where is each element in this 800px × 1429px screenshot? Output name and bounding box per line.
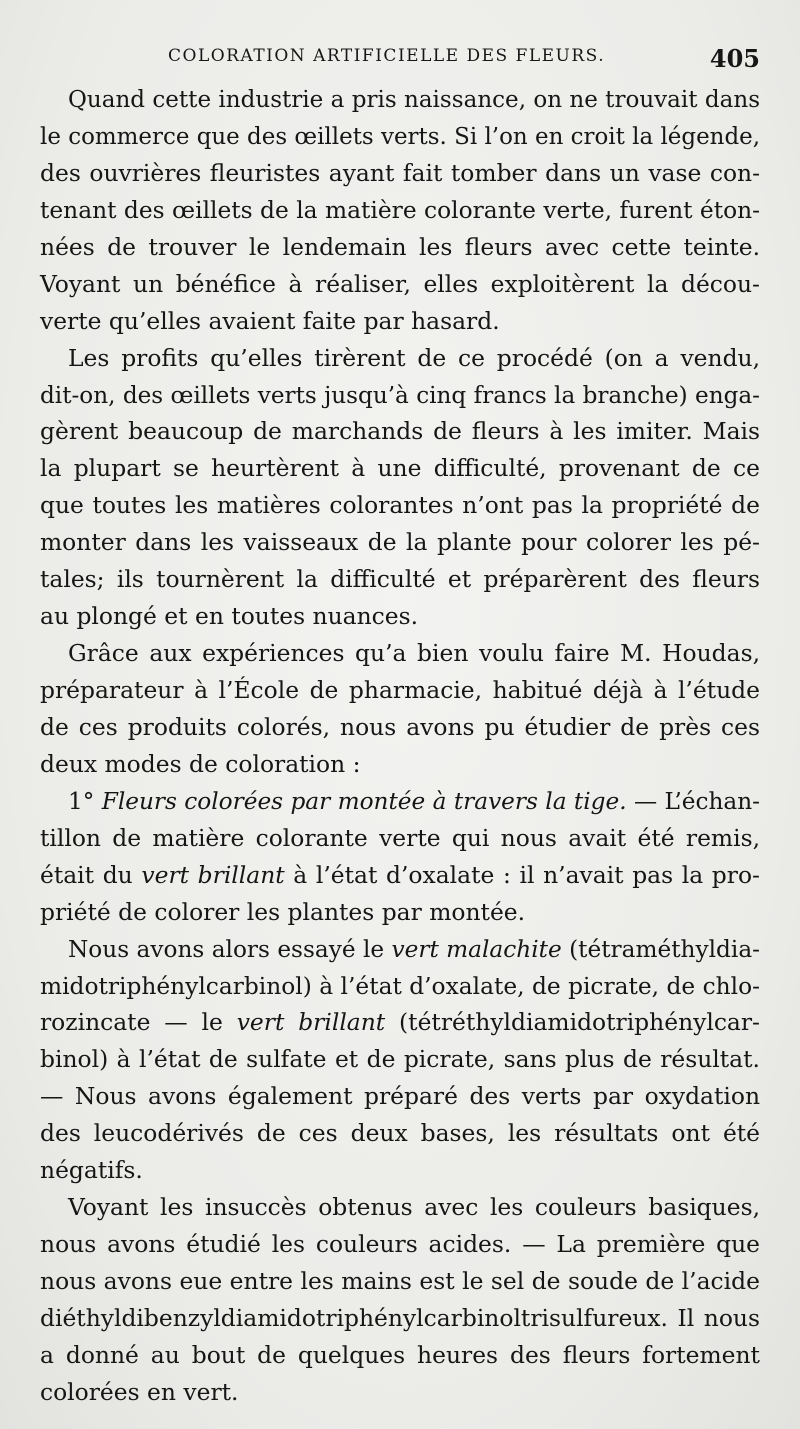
text-line xyxy=(40,746,760,783)
text-line xyxy=(40,1374,760,1411)
text-line-content: de ces produits colorés, nous avons pu étudier de près ces xyxy=(40,712,760,741)
page-number: 405 xyxy=(709,44,760,73)
text-line xyxy=(40,931,760,968)
italic-segment: vert brillant xyxy=(141,860,285,889)
text-segment: à l’état d’oxalate : il n’avait pas la pro- xyxy=(284,860,760,889)
text-line-content: Grâce aux expériences qu’a bien voulu faire M. Houdas, xyxy=(68,639,761,668)
text-line xyxy=(40,709,760,746)
text-line xyxy=(40,81,760,118)
text-line-content: Les profits qu’elles tirèrent de ce procédé (on a vendu, xyxy=(68,343,761,372)
text-line xyxy=(40,192,760,229)
text-line xyxy=(40,413,760,450)
text-line xyxy=(40,820,760,857)
text-line-content: nous avons étudié les couleurs acides. — La première que xyxy=(40,1230,761,1259)
text-line-content: négatifs. xyxy=(40,1156,143,1185)
text-line-content xyxy=(68,783,760,820)
text-line-content: des leucodérivés de ces deux bases, les résultats ont été xyxy=(40,1119,761,1148)
text-line-content: nous avons eue entre les mains est le sel de soude de l’acide xyxy=(40,1267,760,1295)
italic-segment: Fleurs colorées par montée à travers la tige. xyxy=(101,786,627,815)
text-line xyxy=(40,340,760,377)
text-line-content: diéthyldibenzyldiamidotriphénylcarbinoltrisulfureux. Il nous xyxy=(40,1303,760,1332)
text-line xyxy=(40,1004,760,1041)
text-line xyxy=(40,155,760,192)
text-line xyxy=(40,118,760,155)
text-line-content xyxy=(40,857,760,894)
italic-segment: vert brillant xyxy=(236,1008,386,1037)
text-line-content: au plongé et en toutes nuances. xyxy=(40,602,419,631)
text-line xyxy=(40,598,760,635)
text-line xyxy=(40,1078,760,1115)
text-line xyxy=(40,1189,760,1226)
text-segment: (tétraméthyldia- xyxy=(561,934,761,963)
text-line xyxy=(40,635,760,672)
page-header xyxy=(168,44,760,74)
text-line-content: Quand cette industrie a pris naissance, on ne trouvait dans xyxy=(68,85,761,113)
body-text xyxy=(40,81,760,1411)
text-line-content: tales; ils tournèrent la difficulté et préparèrent des fleurs xyxy=(40,565,760,594)
text-line-content: gèrent beaucoup de marchands de fleurs à les imiter. Mais xyxy=(40,417,761,446)
text-line-content: priété de colorer les plantes par montée. xyxy=(40,897,526,926)
text-line-content: la plupart se heurtèrent à une difficulté, provenant de ce xyxy=(40,454,760,483)
text-line xyxy=(40,857,760,894)
text-line xyxy=(40,783,760,820)
text-line-content xyxy=(40,1004,760,1041)
text-line-content: Voyant les insuccès obtenus avec les couleurs basiques, xyxy=(68,1193,761,1222)
text-segment: était du xyxy=(40,860,142,889)
text-line-content: tenant des œillets de la matière colorante verte, furent éton- xyxy=(40,195,761,224)
text-line xyxy=(40,266,760,303)
running-title: COLORATION ARTIFICIELLE DES FLEURS. xyxy=(168,46,606,66)
text-line xyxy=(40,894,760,931)
text-line xyxy=(40,968,760,1005)
text-line-content: midotriphénylcarbinol) à l’état d’oxalate, de picrate, de chlo- xyxy=(40,971,761,1000)
text-line-content: dit-on, des œillets verts jusqu’à cinq francs la branche) enga- xyxy=(40,380,760,409)
text-line xyxy=(40,1337,760,1374)
text-segment: 1° xyxy=(68,786,102,815)
text-line-content: préparateur à l’École de pharmacie, habitué déjà à l’étude xyxy=(40,676,760,704)
italic-segment: vert malachite xyxy=(391,934,562,963)
text-line xyxy=(40,450,760,487)
text-line xyxy=(40,561,760,598)
text-line-content: nées de trouver le lendemain les fleurs avec cette teinte. xyxy=(40,232,761,261)
text-line-content: Voyant un bénéfice à réaliser, elles exploitèrent la décou- xyxy=(40,269,760,298)
text-line-content: binol) à l’état de sulfate et de picrate, sans plus de résultat. xyxy=(40,1045,760,1074)
text-line-content: deux modes de coloration : xyxy=(40,749,361,778)
text-line xyxy=(40,1041,760,1078)
text-line-content: a donné au bout de quelques heures des fleurs fortement xyxy=(40,1340,760,1369)
text-segment: Nous avons alors essayé le xyxy=(68,934,392,963)
text-line-content: monter dans les vaisseaux de la plante pour colorer les pé- xyxy=(40,528,760,557)
text-segment: — L’échan- xyxy=(626,786,761,815)
text-line-content: verte qu’elles avaient faite par hasard. xyxy=(40,306,500,335)
text-line xyxy=(40,1263,760,1300)
text-line-content: des ouvrières fleuristes ayant fait tomber dans un vase con- xyxy=(40,158,761,187)
text-line xyxy=(40,672,760,709)
text-line xyxy=(40,524,760,561)
text-line-content: — Nous avons également préparé des verts par oxydation xyxy=(40,1082,761,1111)
text-line xyxy=(40,229,760,266)
text-line xyxy=(40,1152,760,1189)
text-line xyxy=(40,1300,760,1337)
text-line-content: tillon de matière colorante verte qui nous avait été remis, xyxy=(40,823,761,852)
text-line xyxy=(40,487,760,524)
text-line xyxy=(40,1226,760,1263)
text-line xyxy=(40,1115,760,1152)
text-line-content: le commerce que des œillets verts. Si l’on en croit la légende, xyxy=(40,121,761,150)
text-line xyxy=(40,377,760,414)
text-line-content: que toutes les matières colorantes n’ont pas la propriété de xyxy=(40,491,760,520)
text-segment: rozincate — le xyxy=(40,1008,237,1037)
text-line-content xyxy=(68,931,760,968)
text-line xyxy=(40,303,760,340)
text-segment: (tétréthyldiamidotriphénylcar- xyxy=(385,1008,760,1037)
text-line-content: colorées en vert. xyxy=(40,1377,239,1406)
